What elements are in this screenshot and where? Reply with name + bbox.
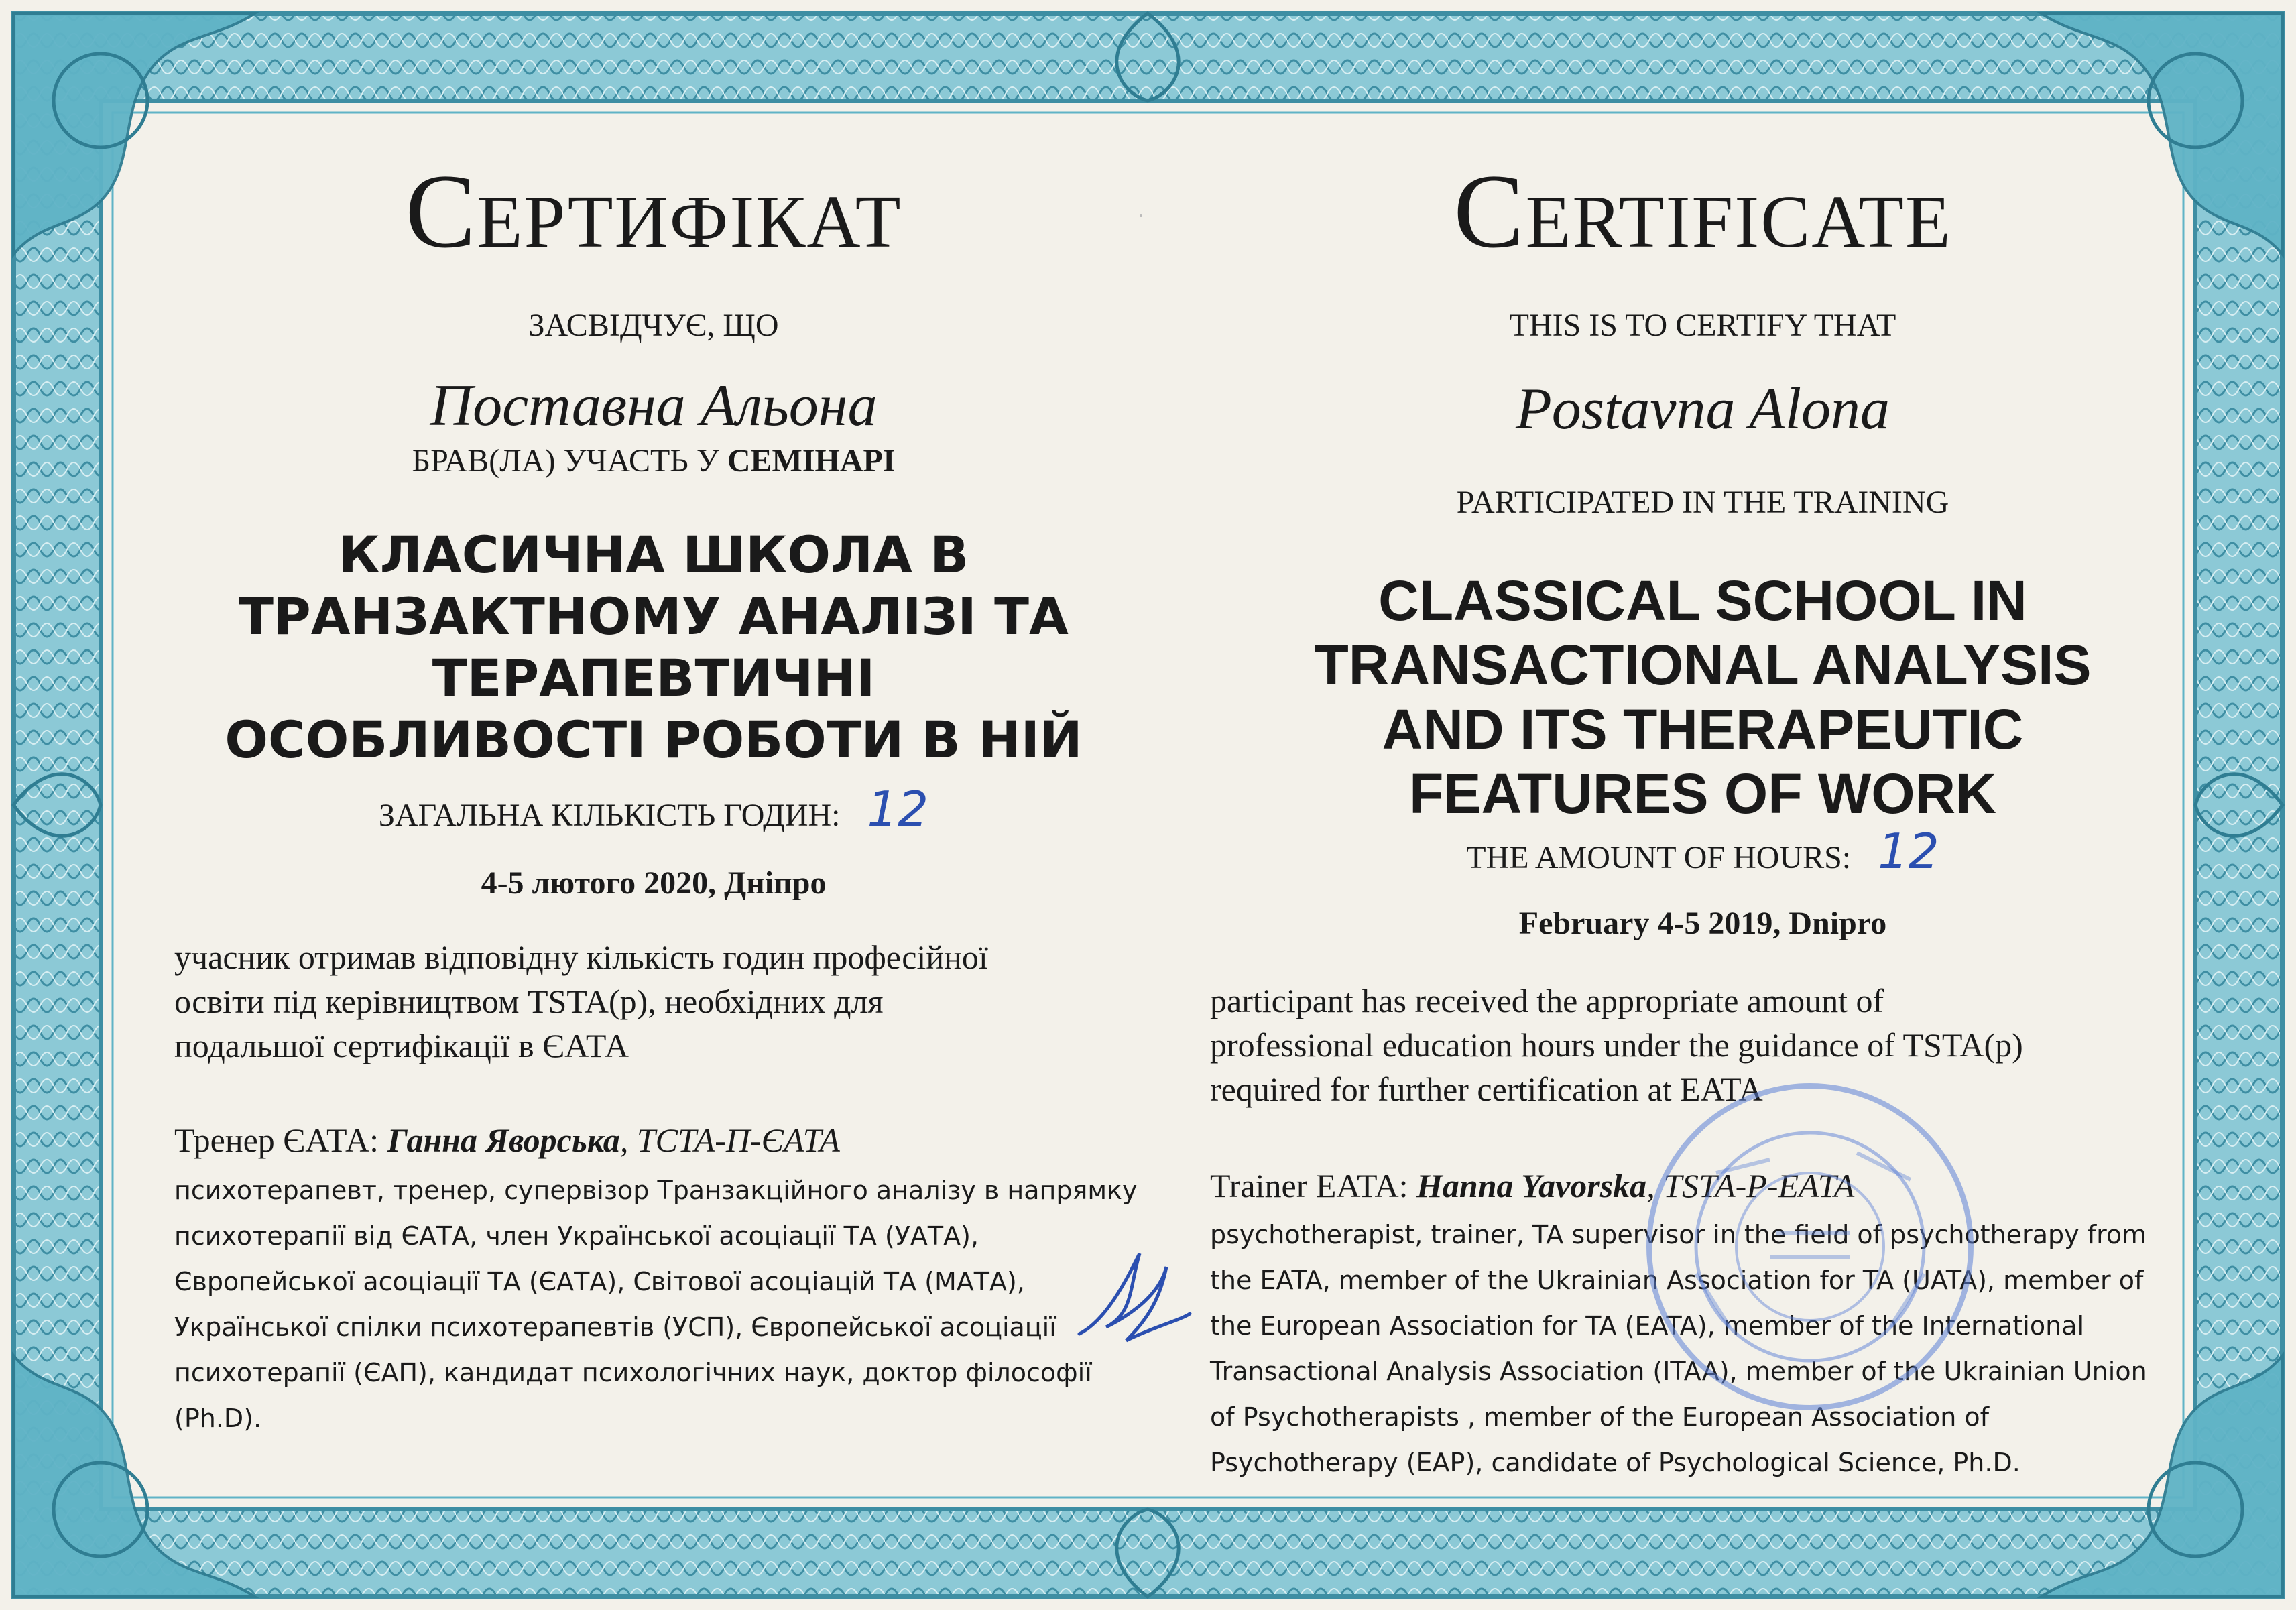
ua-certify: ЗАСВІДЧУЄ, ЩО [528,308,779,343]
en-desc-line: the European Association for TA (EATA), member of the International [1210,1311,2085,1341]
en-desc-line: psychotherapist, trainer, TA supervisor in the field of psychotherapy from [1210,1220,2147,1249]
ua-recipient-name: Поставна Альона [430,373,878,438]
ua-trainer-title: , ТСТА-П-ЄАТА [619,1121,840,1159]
en-desc-line: the EATA, member of the Ukrainian Association for TA (UATA), member of [1210,1265,2144,1295]
en-hours [1180,823,2226,879]
ua-desc-line: психотерапії (ЄАП), кандидат психологічних наук, доктор філософії [174,1358,1092,1387]
ua-para-line: учасник отримав відповідну кількість годин професійної [174,938,988,976]
ua-hours-value: 12 [867,781,929,837]
ua-trainer-name: Ганна Яворська [387,1121,620,1159]
en-recipient-name: Postavna Alona [1515,377,1890,442]
ua-para-line: подальшої сертифікації в ЄАТА [174,1027,629,1064]
en-date: February 4-5 2019, Dnipro [1518,906,1887,941]
ua-course-line: ТЕРАПЕВТИЧНІ [432,648,875,708]
ua-desc-line: Української спілки психотерапевтів (УСП), Європейської асоціації [174,1312,1056,1342]
ua-paragraph [174,935,988,1068]
ua-trainer [174,1121,840,1160]
en-certify: THIS IS TO CERTIFY THAT [1509,308,1896,343]
en-hours-value: 12 [1878,823,1939,879]
ua-trainer-description [174,1168,1137,1441]
en-desc-line: Transactional Analysis Association (ITAA), member of the Ukrainian Union [1210,1357,2147,1386]
ua-desc-line: (Ph.D). [174,1404,262,1433]
ua-trainer-label: Тренер ЄАТА: [174,1121,387,1159]
en-para-line: required for further certification at EATA [1210,1070,1763,1108]
official-stamp [1636,1072,1984,1421]
ua-course-line: КЛАСИЧНА ШКОЛА В [338,525,969,584]
ukrainian-column [121,0,1187,1610]
paper-speck [1140,214,1142,217]
en-trainer-title: , TSTA-P-EATA [1646,1167,1855,1204]
en-para-line: participant has received the appropriate amount of [1210,982,1884,1019]
en-course-line: TRANSACTIONAL ANALYSIS [1314,633,2092,696]
ua-date: 4-5 лютого 2020, Дніпро [481,865,827,901]
ua-desc-line: Європейської асоціації ТА (ЄАТА), Світової асоціацій ТА (МАТА), [174,1267,1025,1296]
en-course-title [1180,568,2226,826]
ua-title: Сертифікат [405,153,902,270]
ua-participated-bold: СЕМІНАРІ [727,443,896,479]
ua-hours-label: ЗАГАЛЬНА КІЛЬКІСТЬ ГОДИН: [378,798,841,833]
ua-course-title [121,524,1187,771]
en-trainer-name: Hanna Yavorska [1416,1167,1647,1204]
ua-course-line: ТРАНЗАКТНОМУ АНАЛІЗІ ТА [239,586,1069,646]
ua-course-line: ОСОБЛИВОСТІ РОБОТИ В НІЙ [225,710,1083,769]
ua-desc-line: психотерапії від ЄАТА, член Української асоціації ТА (УАТА), [174,1221,979,1251]
ua-desc-line: психотерапевт, тренер, супервізор Транзакційного аналізу в напрямку [174,1176,1138,1205]
en-title: Certificate [1453,153,1952,270]
en-participated: PARTICIPATED IN THE TRAINING [1456,485,1949,520]
en-course-line: AND ITS THERAPEUTIC [1382,698,2024,761]
en-desc-line: Psychotherapy (EAP), candidate of Psychological Science, Ph.D. [1210,1448,2020,1477]
ua-participated-text: БРАВ(ЛА) УЧАСТЬ У [412,443,727,479]
handwritten-signature [1066,1240,1200,1361]
en-course-line: CLASSICAL SCHOOL IN [1378,569,2027,632]
en-trainer-label: Trainer EATA: [1210,1167,1417,1204]
ua-para-line: освіти під керівництвом TSTA(p), необхідних для [174,983,884,1020]
en-para-line: professional education hours under the guidance of TSTA(p) [1210,1026,2023,1064]
en-course-line: FEATURES OF WORK [1409,762,1996,825]
ua-participated [121,442,1187,479]
en-desc-line: of Psychotherapists , member of the European Association of [1210,1402,1990,1432]
ua-hours [121,781,1187,837]
en-hours-label: THE AMOUNT OF HOURS: [1466,840,1852,875]
